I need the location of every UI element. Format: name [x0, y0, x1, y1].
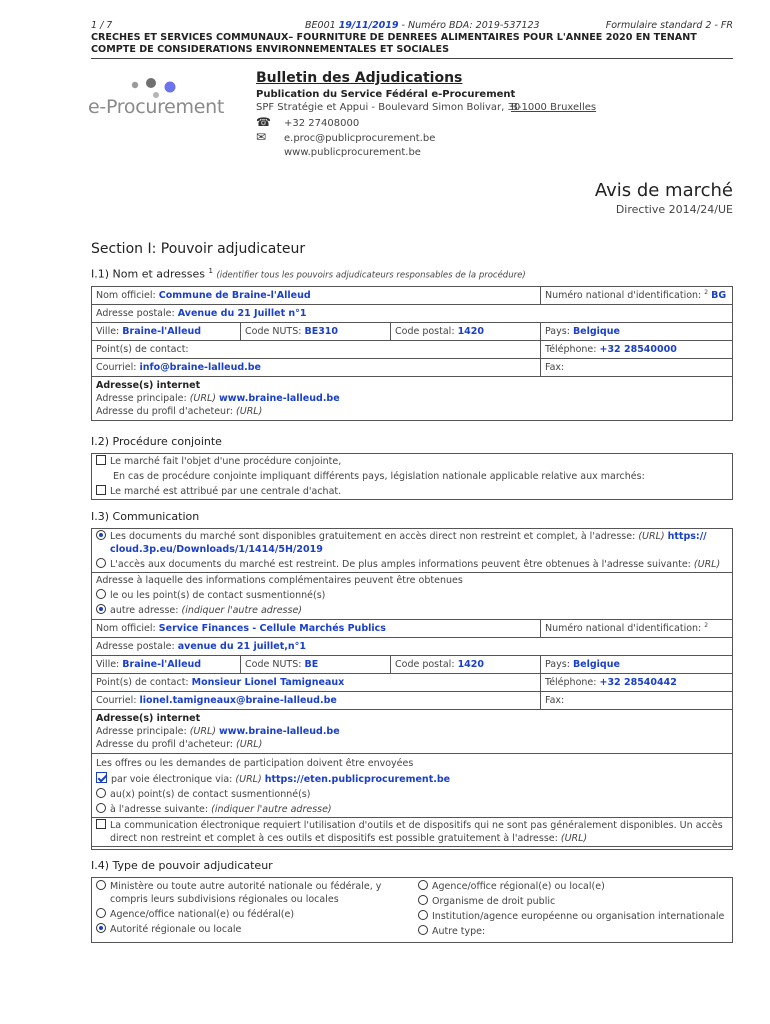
- other-type-radio[interactable]: [418, 925, 428, 935]
- main-website-link[interactable]: www.braine-lalleud.be: [219, 393, 340, 404]
- i2-box: Le marché fait l'objet d'une procédure conjointe, En cas de procédure conjointe impliquant différents pays, législation nationale applicable relative aux marchés: Le marché est attribué par une centrale d'achat.: [91, 453, 733, 500]
- i3-website-link[interactable]: www.braine-lalleud.be: [219, 726, 340, 737]
- i4-left-column: Ministère ou toute autre autorité nationale ou fédérale, y compris leurs subdivisions régionales ou locales Agence/office national(e) ou fédéral(e) Autorité régionale ou locale: [92, 879, 412, 937]
- publisher-website[interactable]: www.publicprocurement.be: [284, 147, 421, 158]
- docs-restricted-radio[interactable]: [96, 558, 106, 568]
- electronic-tools-checkbox[interactable]: [96, 819, 106, 829]
- regional-authority-radio[interactable]: [96, 923, 106, 933]
- i1-heading: I.1) Nom et adresses $^1$ (identifier tous les pouvoirs adjudicateurs responsables de la procédure): [91, 267, 526, 281]
- i3-address-table: Nom officiel: Service Finances - Cellule Marchés Publics Numéro national d'identification: $^2$ Adresse postale: avenue du 21 juillet,n°1 Ville: Braine-l'Alleud Code NUTS: BE Code postal: 1420 Pays: Belgique Point(s) de contact: Monsieur Lionel Tamigneaux Téléphone: +32 28540442 Courriel: lionel.tamigneaux@braine-lalleud.be Fax: Adresse(s) internet Adresse principale: (URL) www.braine-lalleud.be Adresse du profil d'acheteur: (URL): [91, 619, 733, 754]
- ministry-radio[interactable]: [96, 880, 106, 890]
- i4-right-column: Agence/office régional(e) ou local(e) Organisme de droit public Institution/agence européenne ou organisation internationale Autre type:: [414, 879, 732, 939]
- public-law-body-radio[interactable]: [418, 895, 428, 905]
- official-name: Commune de Braine-l'Alleud: [158, 290, 311, 301]
- national-agency-radio[interactable]: [96, 908, 106, 918]
- notice-directive: Directive 2014/24/UE: [615, 203, 733, 216]
- publisher-address: SPF Stratégie et Appui - Boulevard Simon Bolivar, 30 B-1000 Bruxelles: [256, 102, 597, 113]
- regional-agency-radio[interactable]: [418, 880, 428, 890]
- notice-reference: BE001 19/11/2019 - Numéro BDA: 2019-537123: [305, 20, 540, 31]
- joint-procedure-checkbox[interactable]: [96, 455, 106, 465]
- i3-offers-box: Les offres ou les demandes de participation doivent être envoyées par voie électronique via: (URL) https://eten.publicprocurement.be au(x) point(s) de contact susmentionné(s) à l'adresse suivante: (indiquer l'autre adresse) La communication électronique requiert l'utilisation d'outils et de dispositifs qui ne sont pas généralement disponibles. Un accès direct non restreint et complet à ces outils et dispositifs est possible gratuitement à l'adresse: (URL): [91, 755, 733, 847]
- i3-email-link[interactable]: lionel.tamigneaux@braine-lalleud.be: [139, 695, 337, 706]
- info-other-radio[interactable]: [96, 604, 106, 614]
- page-number: 1 / 7: [91, 20, 113, 31]
- i2-heading: I.2) Procédure conjointe: [91, 435, 222, 448]
- i4-heading: I.4) Type de pouvoir adjudicateur: [91, 859, 273, 872]
- i3-heading: I.3) Communication: [91, 510, 200, 523]
- contact-email-link[interactable]: info@braine-lalleud.be: [139, 362, 261, 373]
- envelope-icon: ✉: [256, 130, 267, 144]
- publisher-name: Bulletin des Adjudications: [256, 70, 463, 86]
- section-title: Section I: Pouvoir adjudicateur: [91, 241, 306, 257]
- info-contact-radio[interactable]: [96, 589, 106, 599]
- via-contact-radio[interactable]: [96, 788, 106, 798]
- i3-box: Les documents du marché sont disponibles gratuitement en accès direct non restreint et complet, à l'adresse: (URL) https:// cloud.3p.eu/Downloads/1/1414/5H/2019 L'accès aux documents du marché est restreint. De plus amples informations peuvent être obtenues à l'adresse suivante: (URL) Adresse à laquelle des informations complémentaires peuvent être obtenues le ou les point(s) de contact susmentionné(s) autre adresse: (indiquer l'autre adresse): [91, 528, 733, 850]
- telephone-icon: ☎: [256, 115, 271, 129]
- central-purchasing-checkbox[interactable]: [96, 485, 106, 495]
- docs-url-link[interactable]: https:// cloud.3p.eu/Downloads/1/1414/5H/2019: [110, 531, 707, 555]
- publisher-block: [256, 70, 656, 160]
- publisher-email[interactable]: ✉ e.proc@publicprocurement.be: [256, 130, 436, 144]
- eten-link[interactable]: https://eten.publicprocurement.be: [264, 774, 451, 785]
- notice-title: Avis de marché: [594, 180, 733, 201]
- e-procurement-logo: [88, 78, 228, 124]
- electronic-submission-checkbox[interactable]: [96, 772, 107, 783]
- eu-institution-radio[interactable]: [418, 910, 428, 920]
- publisher-subtitle: Publication du Service Fédéral e-Procurement: [256, 89, 516, 100]
- logo-text: e-Procurement: [88, 96, 225, 118]
- document-title: CRECHES ET SERVICES COMMUNAUX– FOURNITURE DE DENREES ALIMENTAIRES POUR L'ANNEE 2020 EN TENANT COMPTE DE CONSIDERATIONS ENVIRONNEMENTALES ET SOCIALES: [91, 32, 733, 59]
- form-type: Formulaire standard 2 - FR: [605, 20, 733, 31]
- publisher-phone: ☎ +32 27408000: [256, 115, 360, 129]
- via-other-radio[interactable]: [96, 803, 106, 813]
- i1-address-table: Nom officiel: Commune de Braine-l'Alleud Numéro national d'identification: $^2$ BG Adresse postale: Avenue du 21 Juillet n°1 Ville: Braine-l'Alleud Code NUTS: BE310 Code postal: 1420 Pays: Belgique Point(s) de contact: Téléphone: +32 28540000 Courriel: info@braine-lalleud.be Fax: Adresse(s) internet Adresse principale: (URL) www.braine-lalleud.be Adresse du profil d'acheteur: (URL): [91, 286, 733, 421]
- notice-heading: [595, 180, 733, 216]
- docs-free-radio[interactable]: [96, 530, 106, 540]
- i4-box: [91, 877, 733, 943]
